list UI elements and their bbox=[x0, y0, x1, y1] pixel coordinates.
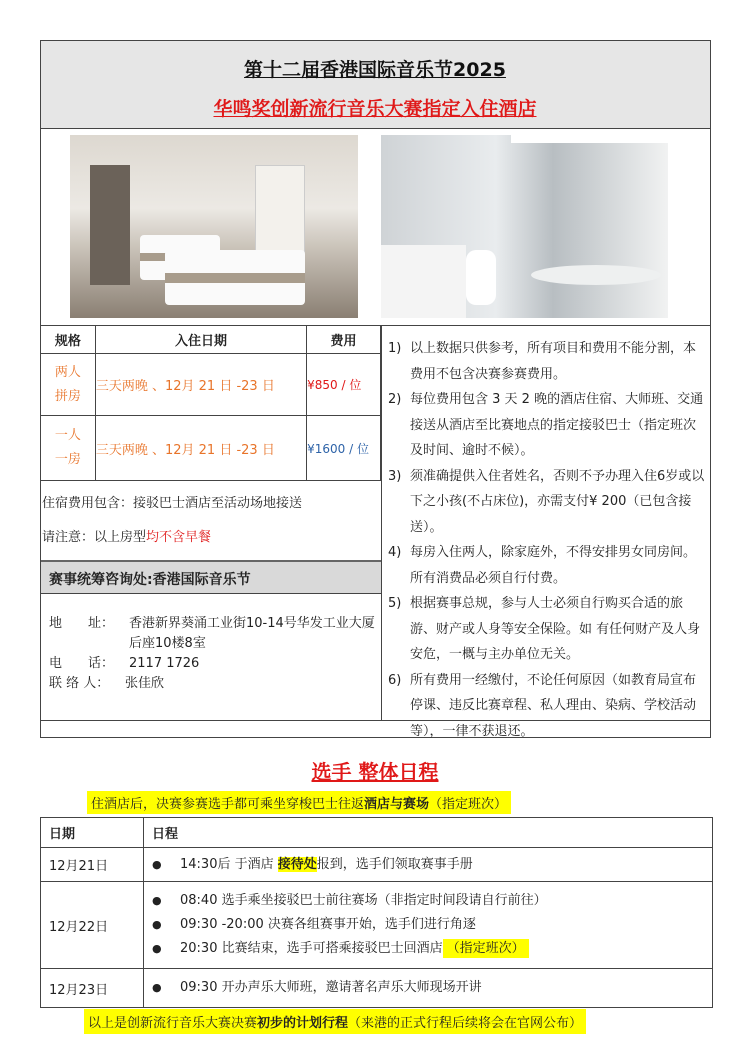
date-cell: 12月21日 bbox=[41, 848, 144, 882]
includes-text: 住宿费用包含：接驳巴士酒店至活动场地接送 bbox=[42, 496, 303, 511]
bathroom-photo bbox=[381, 135, 668, 318]
bedroom-photo bbox=[70, 135, 358, 318]
table-row bbox=[41, 969, 713, 1008]
table-row bbox=[41, 416, 381, 481]
address-label: 地 址： bbox=[49, 616, 115, 631]
note-item: 6) 所有费用一经缴付，不论任何原因（如教育局宣布停课、违反比赛章程、私人理由、染病、学校活动等），一律不获退还。 bbox=[388, 672, 697, 739]
note-item: 5) 根据赛事总规，参与人士必须自行购买合适的旅游、财产或人身等安全保险。如 有任何财产及人身安危，一概与主办单位无关。 bbox=[388, 596, 701, 662]
note-item: 3) 须准确提供入住者姓名，否则不予办理入住6岁或以下之小孩(不占床位)，亦需支付¥ 200（已包含接送）。 bbox=[388, 468, 705, 535]
phone: 2117 1726 bbox=[129, 656, 200, 671]
date-cell: 12月22日 bbox=[41, 882, 144, 969]
price: ¥1600 / 位 bbox=[307, 416, 381, 481]
stay-dates: 三天两晚 、12月 21 日 -23 日 bbox=[95, 354, 306, 416]
column-header: 入住日期 bbox=[95, 326, 306, 354]
column-header: 日期 bbox=[41, 818, 144, 848]
price-table bbox=[40, 325, 381, 481]
table-header-row bbox=[41, 818, 713, 848]
schedule-item: ● 08:40 选手乘坐接驳巴士前往赛场（非指定时间段请自行前往） bbox=[152, 889, 712, 913]
date-cell: 12月23日 bbox=[41, 969, 144, 1008]
column-divider bbox=[381, 325, 382, 720]
table-header-row bbox=[41, 326, 381, 354]
schedule-title: 选手 整体日程 bbox=[311, 760, 439, 784]
table-row bbox=[41, 882, 713, 969]
price: ¥850 / 位 bbox=[307, 354, 381, 416]
column-header: 规格 bbox=[41, 326, 96, 354]
contact-details bbox=[49, 614, 375, 694]
stay-dates: 三天两晚 、12月 21 日 -23 日 bbox=[95, 416, 306, 481]
schedule-footer: 以上是创新流行音乐大赛决赛初步的计划行程（来港的正式行程后续将会在官网公布） bbox=[84, 1009, 586, 1034]
page-title: 第十二届香港国际音乐节2025 bbox=[244, 59, 506, 81]
column-header: 日程 bbox=[144, 818, 713, 848]
table-row bbox=[41, 354, 381, 416]
room-type: 两人 拼房 bbox=[41, 354, 96, 416]
schedule-item: ● 20:30 比赛结束，选手可搭乘接驳巴士回酒店 （指定班次） bbox=[152, 937, 712, 961]
schedule-intro: 住酒店后，决赛参赛选手都可乘坐穿梭巴士往返酒店与赛场（指定班次） bbox=[87, 791, 511, 814]
contact-person: 张佳欣 bbox=[125, 676, 165, 691]
page-subtitle: 华鸣奖创新流行音乐大赛指定入住酒店 bbox=[213, 98, 537, 120]
schedule-item: ● 09:30 开办声乐大师班，邀请著名声乐大师现场开讲 bbox=[152, 976, 712, 1000]
notice-text: 请注意：以上房型均不含早餐 bbox=[42, 530, 212, 545]
address: 香港新界葵涌工业街10-14号华发工业大厦后座10楼8室 bbox=[129, 616, 375, 651]
table-row bbox=[41, 848, 713, 882]
notes-list bbox=[388, 336, 706, 744]
note-item: 1) 以上数据只供参考，所有项目和费用不能分割，本费用不包含决赛参赛费用。 bbox=[388, 341, 697, 382]
schedule-table bbox=[40, 817, 713, 1008]
person-label: 联 络 人： bbox=[49, 676, 110, 691]
schedule-item: ● 14:30后 于酒店 接待处报到，选手们领取赛事手册 bbox=[152, 853, 712, 877]
room-type: 一人 一房 bbox=[41, 416, 96, 481]
divider bbox=[40, 325, 711, 326]
contact-heading: 赛事统筹咨询处:香港国际音乐节 bbox=[49, 572, 251, 588]
note-item: 4) 每房入住两人，除家庭外，不得安排男女同房间。所有消费品必须自行付费。 bbox=[388, 545, 697, 586]
phone-label: 电 话： bbox=[49, 656, 115, 671]
note-item: 2) 每位费用包含 3 天 2 晚的酒店住宿、大师班、交通接送从酒店至比赛地点的指定接驳巴士（指定班次及时间、逾时不候）。 bbox=[388, 392, 704, 458]
column-header: 费用 bbox=[307, 326, 381, 354]
schedule-item: ● 09:30 -20:00 决赛各组赛事开始，选手们进行角逐 bbox=[152, 913, 712, 937]
